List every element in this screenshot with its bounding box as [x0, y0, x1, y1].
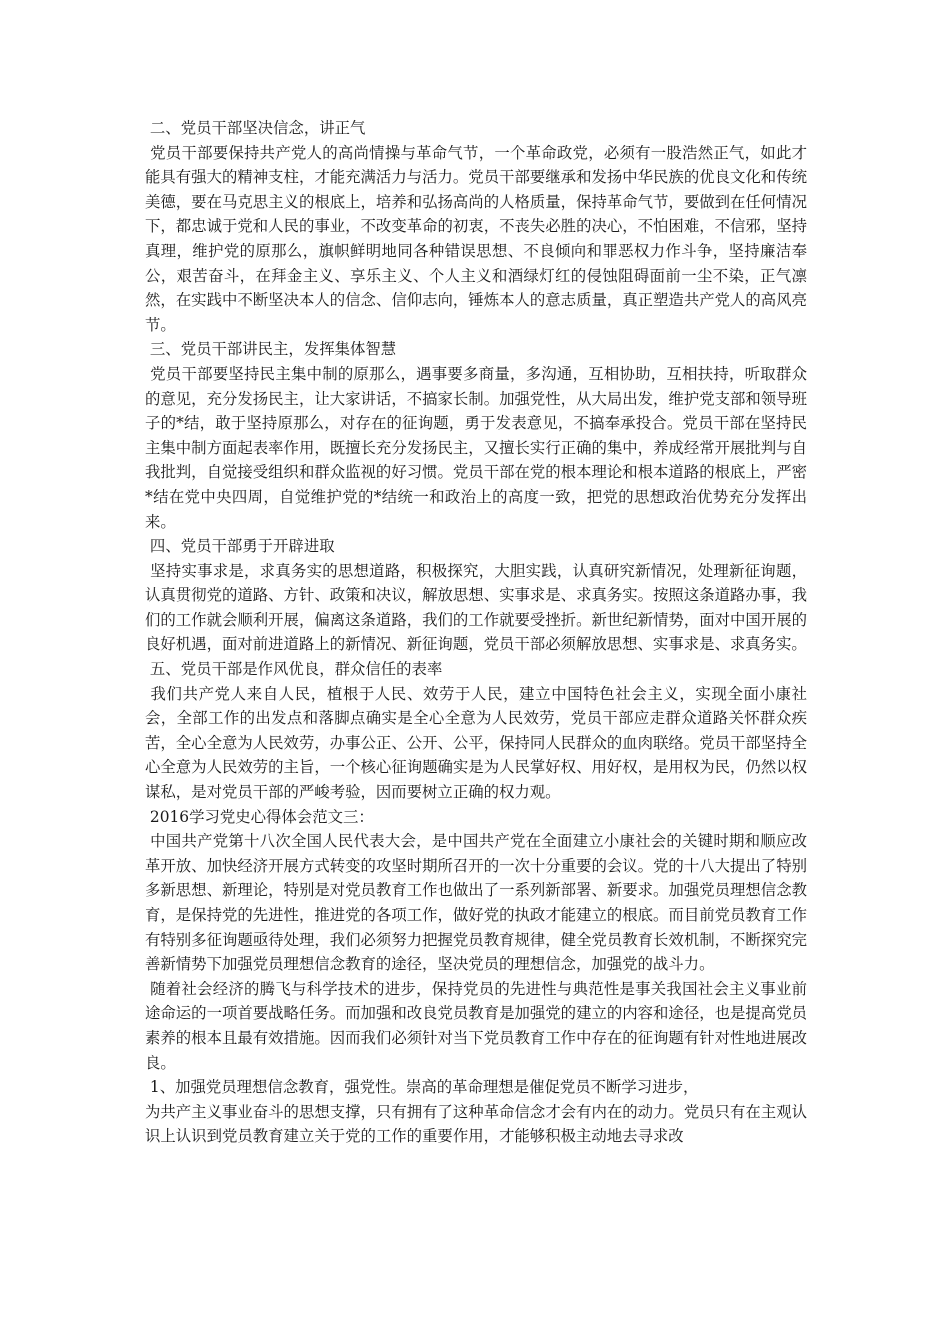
document-page	[145, 116, 807, 1149]
section-heading-3: 三、党员干部讲民主，发挥集体智慧	[145, 340, 397, 359]
paragraph-democracy: 党员干部要坚持民主集中制的原那么，遇事要多商量，多沟通，互相协助，互相扶持，听取群众的意见，充分发扬民主，让大家讲话，不搞家长制。加强党性，从大局出发，维护党支部和领导班子的*结，敢于坚持原那么，对存在的征询题，勇于发表意见，不搞奉承投合。党员干部在坚持民主集中制方面起表率作用，既擅长充分发扬民主，又擅长实行正确的集中，养成经常开展批判与自我批判，自觉接受组织和群众监视的好习惯。党员干部在党的根本理论和根本道路的根底上，严密*结在党中央四周，自觉维护党的*结统一和政治上的高度一致，把党的思想政治优势充分发挥出来。	[145, 364, 807, 531]
paragraph-point-one: 1、加强党员理想信念教育，强党性。崇高的革命理想是催促党员不断学习进步，	[145, 1078, 699, 1097]
paragraph-pioneering: 坚持实事求是，求真务实的思想道路，积极探究，大胆实践，认真研究新情况，处理新征询题，认真贯彻党的道路、方针、政策和决议，解放思想、实事求是、求真务实。按照这条道路办事，我们的工作就会顺利开展，偏离这条道路，我们的工作就要受挫折。新世纪新情势，面对中国开展的良好机遇，面对前进道路上的新情况、新征询题，党员干部必须解放思想、实事求是、求真务实。	[145, 561, 807, 654]
paragraph-congress: 中国共产党第十八次全国人民代表大会，是中国共产党在全面建立小康社会的关键时期和顺应改革开放、加快经济开展方式转变的攻坚时期所召开的一次十分重要的会议。党的十八大提出了特别多新思想、新理论，特别是对党员教育工作也做出了一系列新部署、新要求。加强党员理想信念教育，是保持党的先进性，推进党的各项工作，做好党的执政才能建立的根底。而目前党员教育工作有特别多征询题亟待处理，我们必须努力把握党员教育规律，健全党员教育长效机制，不断探究完善新情势下加强党员理想信念教育的途径，坚决党员的理想信念，加强党的战斗力。	[145, 832, 807, 974]
section-heading-2: 二、党员干部坚决信念，讲正气	[145, 119, 366, 137]
section-heading-4: 四、党员干部勇于开辟进取	[145, 537, 335, 556]
paragraph-faith: 党员干部要保持共产党人的高尚情操与革命气节，一个革命政党，必须有一股浩然正气，如此才能具有强大的精神支柱，才能充满活力与活力。党员干部要继承和发扬中华民族的优良文化和传统美德，要在马克思主义的根底上，培养和弘扬高尚的人格质量，保持革命气节，要做到在任何情况下，都忠诚于党和人民的事业，不改变革命的初衷，不丧失必胜的决心，不怕困难，不信邪，坚持真理，维护党的原那么，旗帜鲜明地同各种错误思想、不良倾向和罪恶权力作斗争，坚持廉洁奉公，艰苦奋斗，在拜金主义、享乐主义、个人主义和酒绿灯红的侵蚀阻碍面前一尘不染，正气凛然，在实践中不断坚决本人的信念、信仰志向，锤炼本人的意志质量，真正塑造共产党人的高风亮节。	[145, 143, 807, 334]
paragraph-point-one-continued: 为共产主义事业奋斗的思想支撑，只有拥有了这种革命信念才会有内在的动力。党员只有在主观认识上认识到党员教育建立关于党的工作的重要作用，才能够积极主动地去寻求改	[145, 1102, 807, 1146]
essay-three-title: 2016学习党史心得体会范文三：	[145, 807, 374, 826]
section-heading-5: 五、党员干部是作风优良，群众信任的表率	[145, 660, 443, 679]
paragraph-advancement: 随着社会经济的腾飞与科学技术的进步，保持党员的先进性与典范性是事关我国社会主义事业前途命运的一项首要战略任务。而加强和改良党员教育是加强党的建立的内容和途径，也是提高党员素养的根本且最有效措施。因而我们必须针对当下党员教育工作中存在的征询题有针对性地进展改良。	[145, 979, 807, 1072]
paragraph-style: 我们共产党人来自人民，植根于人民、效劳于人民，建立中国特色社会主义，实现全面小康社会，全部工作的出发点和落脚点确实是全心全意为人民效劳，党员干部应走群众道路关怀群众疾苦，全心全意为人民效劳，办事公正、公开、公平，保持同人民群众的血肉联络。党员干部坚持全心全意为人民效劳的主旨，一个核心征询题确实是为人民掌好权、用好权，是用权为民，仍然以权谋私，是对党员干部的严峻考验，因而要树立正确的权力观。	[145, 684, 807, 802]
